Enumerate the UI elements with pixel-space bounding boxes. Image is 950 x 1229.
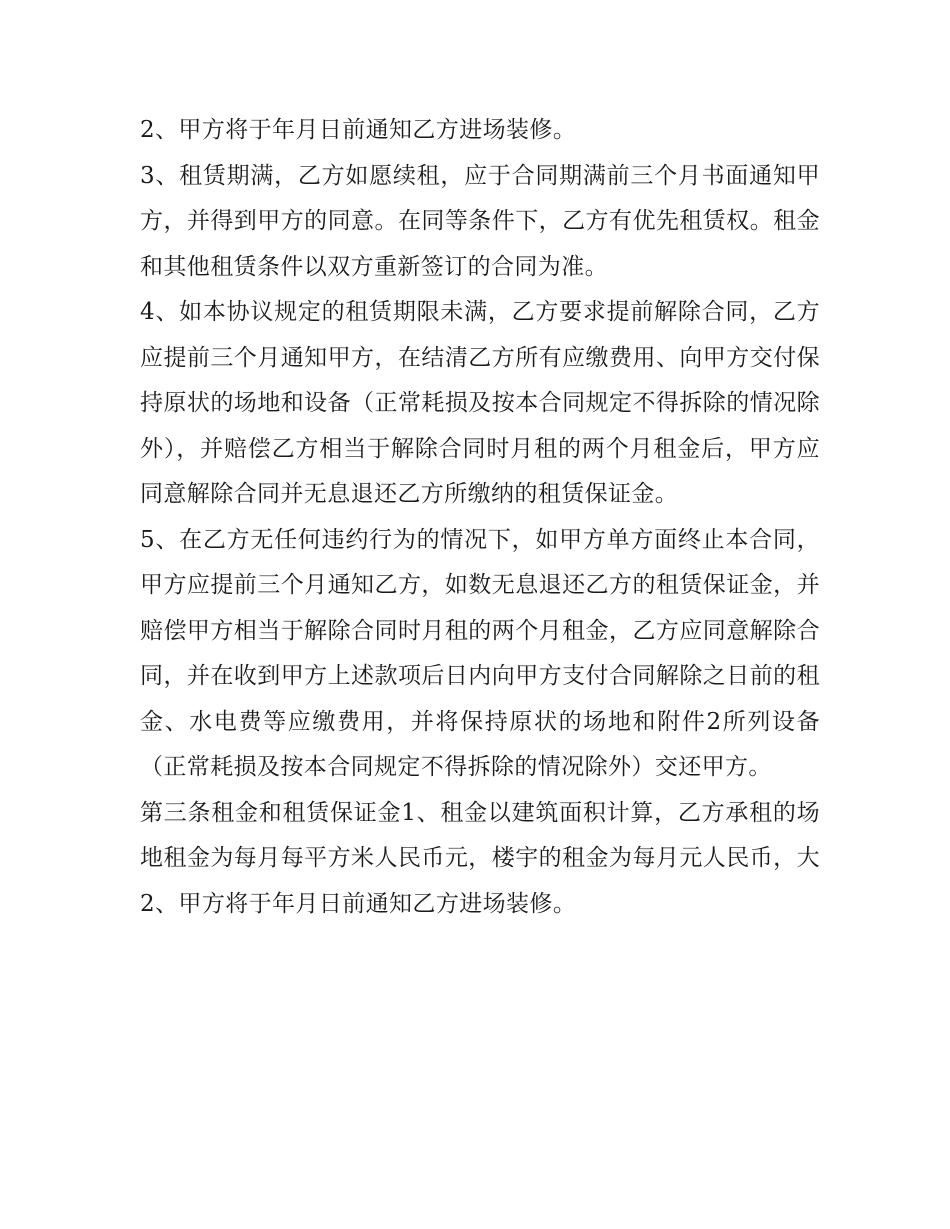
document-body <box>140 108 820 927</box>
paragraph-clause-5: 5、在乙方无任何违约行为的情况下，如甲方单方面终止本合同，甲方应提前三个月通知乙方，如数无息退还乙方的租赁保证金，并赔偿甲方相当于解除合同时月租的两个月租金，乙方应同意解除合同，并在收到甲方上述款项后日内向甲方支付合同解除之日前的租金、水电费等应缴费用，并将保持原状的场地和附件2所列设备（正常耗损及按本合同规定不得拆除的情况除外）交还甲方。 <box>140 526 820 780</box>
paragraph-clause-3: 3、租赁期满，乙方如愿续租，应于合同期满前三个月书面通知甲方，并得到甲方的同意。在同等条件下，乙方有优先租赁权。租金和其他租赁条件以双方重新签订的合同为准。 <box>140 162 820 280</box>
paragraph-clause-4: 4、如本协议规定的租赁期限未满，乙方要求提前解除合同，乙方应提前三个月通知甲方，在结清乙方所有应缴费用、向甲方交付保持原状的场地和设备（正常耗损及按本合同规定不得拆除的情况除外），并赔偿乙方相当于解除合同时月租的两个月租金后，甲方应同意解除合同并无息退还乙方所缴纳的租赁保证金。 <box>140 299 820 507</box>
paragraph-clause-2: 2、甲方将于年月日前通知乙方进场装修。 <box>140 117 577 143</box>
paragraph-article-3: 第三条租金和租赁保证金1、租金以建筑面积计算，乙方承租的场地租金为每月每平方米人民币元，楼宇的租金为每月元人民币，大2、甲方将于年月日前通知乙方进场装修。 <box>140 799 820 917</box>
